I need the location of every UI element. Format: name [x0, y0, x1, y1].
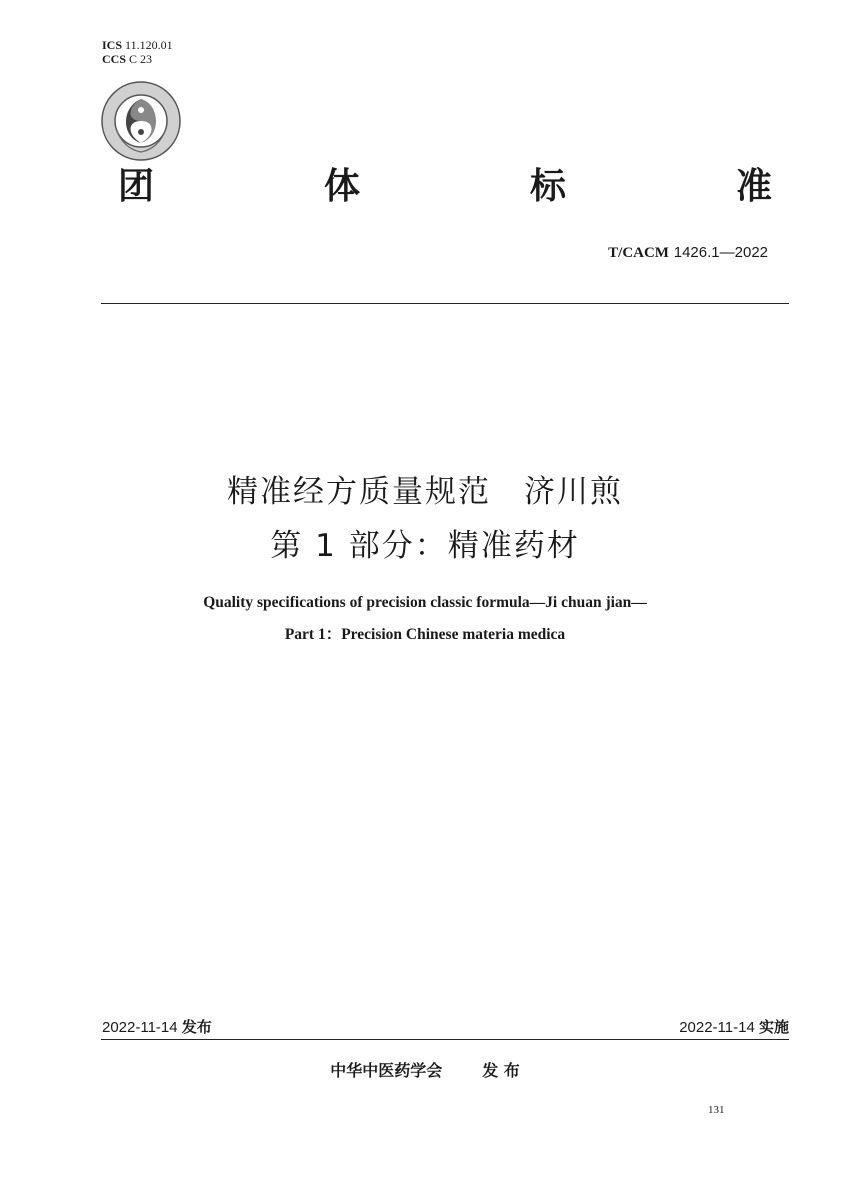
association-logo-icon [100, 80, 182, 162]
title-chinese-line-1: 精准经方质量规范 济川煎 [227, 474, 623, 510]
heading-char-3: 标 [530, 166, 567, 207]
ics-code: ICS 11.120.01 [102, 38, 173, 52]
effective-date: 2022-11-14 实施 [679, 1018, 789, 1036]
heading-char-1: 团 [118, 166, 155, 207]
title-english-line-1: Quality specifications of precision classic formula—Ji chuan jian— [203, 594, 647, 611]
standard-number: T/CACM 1426.1—2022 [608, 244, 768, 261]
heading-char-2: 体 [324, 166, 361, 207]
bottom-divider [101, 1039, 789, 1040]
top-divider [101, 303, 789, 304]
title-chinese-line-2: 第 1 部分：精准药材 [270, 528, 580, 564]
classification-codes [102, 38, 173, 66]
heading-char-4: 准 [736, 166, 773, 207]
page-number: 131 [708, 1104, 725, 1116]
issue-date: 2022-11-14 发布 [102, 1018, 212, 1036]
ccs-code: CCS C 23 [102, 52, 153, 66]
title-english-line-2: Part 1：Precision Chinese materia medica [284, 626, 566, 643]
document-type-heading [118, 162, 784, 212]
publisher: 中华中医药学会 发 布 [330, 1061, 520, 1080]
